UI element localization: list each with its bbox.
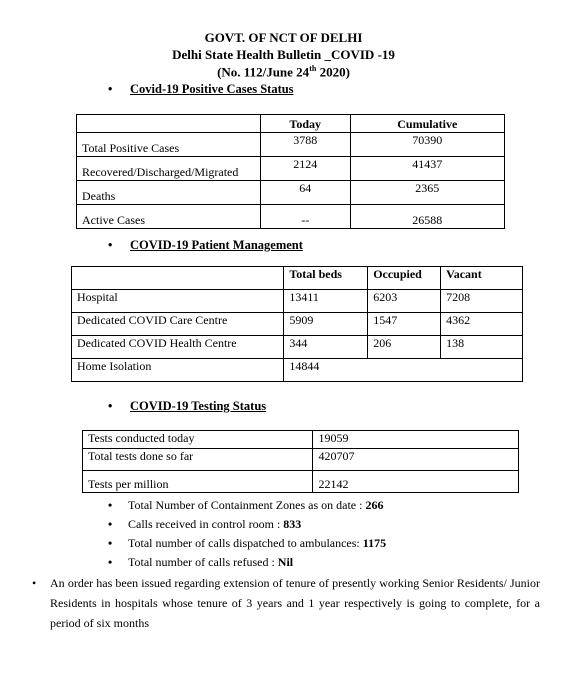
stat-value: 1175 (362, 536, 387, 550)
table-cell: 14844 (284, 359, 523, 382)
table-cell: 7208 (441, 290, 523, 313)
testing-title: COVID-19 Testing Status (130, 399, 267, 413)
table-row (77, 181, 505, 205)
table-row (72, 359, 523, 382)
header-bulletin: Delhi State Health Bulletin _COVID -19 (172, 47, 395, 62)
positive-section-title (108, 82, 294, 97)
table-row (72, 313, 523, 336)
table-cell: 64 (260, 181, 350, 205)
table-cell: 2124 (260, 157, 350, 181)
table-row (77, 205, 505, 229)
table-cell: 344 (284, 336, 368, 359)
bullet: • (108, 399, 113, 413)
table-row (83, 449, 519, 471)
stat-label: Total Number of Containment Zones as on date : (128, 498, 366, 512)
table-header-row (72, 267, 523, 290)
header-govt: GOVT. OF NCT OF DELHI (204, 30, 363, 45)
table-header-cell: Occupied (368, 267, 441, 290)
table-row (77, 133, 505, 157)
stat-calls-dispatched (108, 536, 386, 551)
table-header-cell (72, 267, 284, 290)
table-row (72, 290, 523, 313)
stat-containment-zones (108, 498, 383, 513)
table-cell: Tests conducted today (83, 431, 313, 449)
table-cell: 6203 (368, 290, 441, 313)
stat-label: Calls received in control room : (128, 517, 284, 531)
table-cell: 5909 (284, 313, 368, 336)
table-cell: 1547 (368, 313, 441, 336)
bullet: • (108, 536, 113, 550)
bullet: • (32, 576, 37, 590)
stat-calls-refused (108, 555, 293, 570)
header-number-post: 2020) (316, 64, 350, 80)
bullet: • (108, 82, 113, 96)
table-header-cell: Total beds (284, 267, 368, 290)
table-cell: 41437 (350, 157, 504, 181)
stat-value: Nil (277, 555, 294, 569)
bullet: • (108, 498, 113, 512)
stat-value: 833 (283, 517, 302, 531)
header-number (0, 64, 567, 80)
patient-management-table (71, 266, 523, 382)
bullet: • (108, 555, 113, 569)
table-cell: 26588 (350, 205, 504, 229)
positive-title: Covid-19 Positive Cases Status (130, 82, 294, 96)
table-header-cell (77, 115, 261, 133)
table-cell: 4362 (441, 313, 523, 336)
stat-value: 266 (365, 498, 384, 512)
table-cell: Total Positive Cases (77, 133, 261, 157)
table-header-cell: Vacant (441, 267, 523, 290)
stat-calls-received (108, 517, 301, 532)
management-section-title (108, 238, 303, 253)
stat-label: Total number of calls refused : (128, 555, 278, 569)
stat-label: Total number of calls dispatched to ambulances: (128, 536, 363, 550)
table-cell: Active Cases (77, 205, 261, 229)
bullet: • (108, 517, 113, 531)
table-cell: Total tests done so far (83, 449, 313, 471)
table-cell: 13411 (284, 290, 368, 313)
table-row (72, 336, 523, 359)
header-number-sup: th (309, 64, 317, 73)
header-number-pre: (No. 112/June 24 (217, 64, 310, 80)
testing-table (82, 430, 519, 493)
table-cell: 420707 (313, 449, 519, 471)
table-cell: Deaths (77, 181, 261, 205)
table-cell: 22142 (313, 471, 519, 493)
order-paragraph (32, 573, 540, 633)
table-cell: 19059 (313, 431, 519, 449)
table-header-cell: Cumulative (350, 115, 504, 133)
bullet: • (108, 238, 113, 252)
order-text: An order has been issued regarding extension of tenure of presently working Senior Residents/ Junior Residents in hospitals whose tenure of 3 years and 1 year respectively is going to complete, for a period of six months (50, 576, 540, 630)
positive-cases-table (76, 114, 505, 229)
table-row (83, 471, 519, 493)
table-cell: 206 (368, 336, 441, 359)
table-cell: Recovered/Discharged/Migrated (77, 157, 261, 181)
table-row (77, 157, 505, 181)
management-title: COVID-19 Patient Management (130, 238, 303, 252)
table-cell: Hospital (72, 290, 284, 313)
table-row (83, 431, 519, 449)
table-cell: Dedicated COVID Health Centre (72, 336, 284, 359)
table-cell: 2365 (350, 181, 504, 205)
table-cell: 138 (441, 336, 523, 359)
table-cell: Home Isolation (72, 359, 284, 382)
table-header-cell: Today (260, 115, 350, 133)
table-cell: 3788 (260, 133, 350, 157)
table-cell: Dedicated COVID Care Centre (72, 313, 284, 336)
table-cell: 70390 (350, 133, 504, 157)
table-header-row (77, 115, 505, 133)
table-cell: -- (260, 205, 350, 229)
testing-section-title (108, 399, 266, 414)
table-cell: Tests per million (83, 471, 313, 493)
